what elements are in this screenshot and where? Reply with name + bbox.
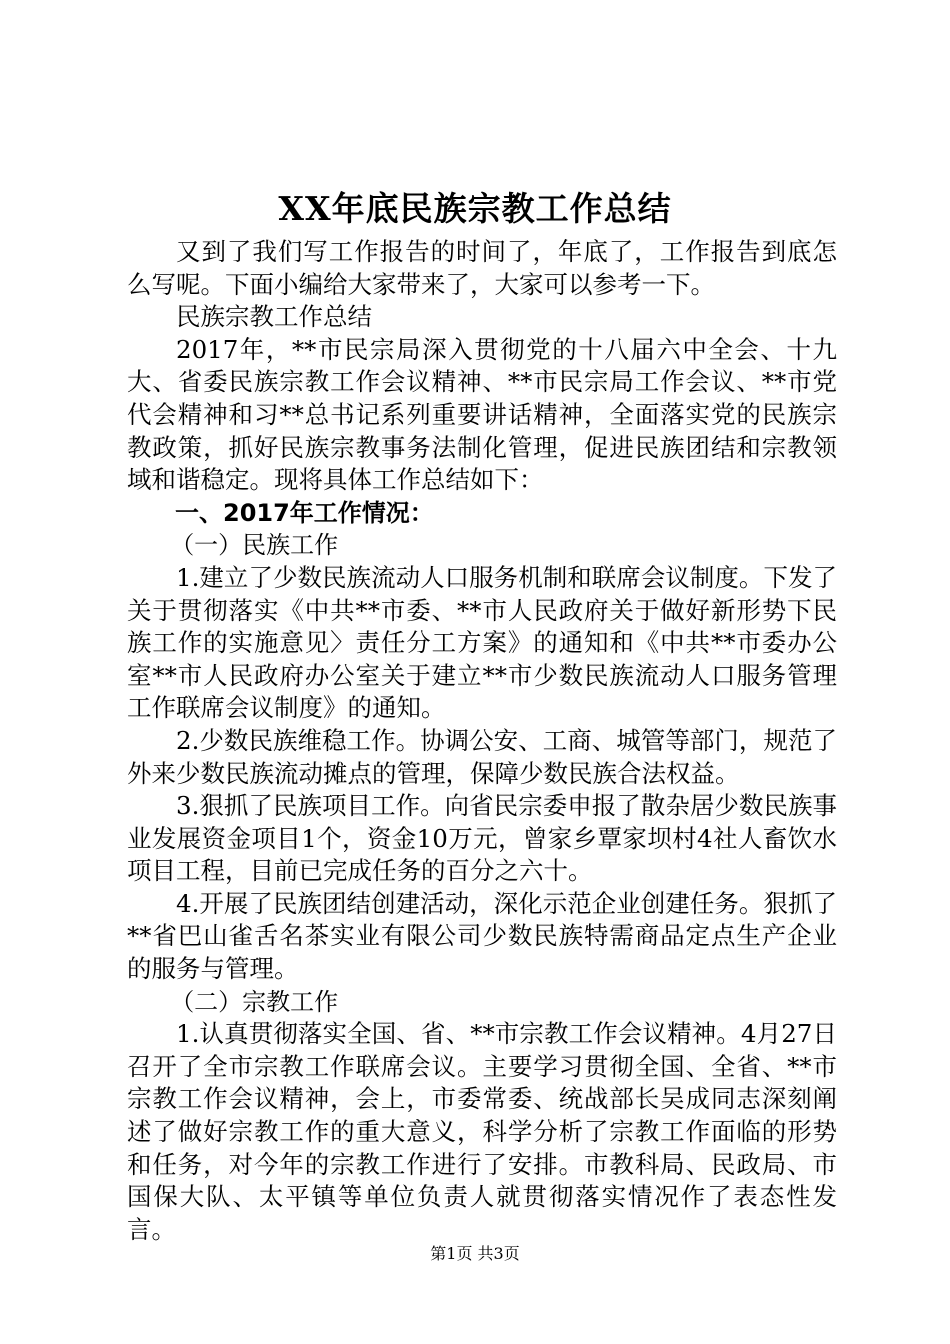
- document-title: XX年底民族宗教工作总结: [278, 189, 672, 228]
- list-item: 1.建立了少数民族流动人口服务机制和联席会议制度。下发了关于贯彻落实《中共**市委、**市人民政府关于做好新形势下民族工作的实施意见〉责任分工方案》的通知和《中共**市委办公室**市人民政府办公室关于建立**市少数民族流动人口服务管理工作联席会议制度》的通知。: [127, 562, 837, 723]
- subsection-heading-ethnic: （一）民族工作: [170, 531, 339, 560]
- list-item: 1.认真贯彻落实全国、省、**市宗教工作会议精神。4月27日召开了全市宗教工作联席会议。主要学习贯彻全国、全省、**市宗教工作会议精神，会上，市委常委、统战部长吴成同志深刻阐述了做好宗教工作的重大意义，科学分析了宗教工作面临的形势和任务，对今年的宗教工作进行了安排。市教科局、民政局、市国保大队、太平镇等单位负责人就贯彻落实情况作了表态性发言。: [127, 1019, 837, 1244]
- list-item: 2.少数民族维稳工作。协调公安、工商、城管等部门，规范了外来少数民族流动摊点的管理，保障少数民族合法权益。: [127, 725, 837, 788]
- document-body: [127, 236, 837, 1246]
- intro-paragraph: 又到了我们写工作报告的时间了，年底了，工作报告到底怎么写呢。下面小编给大家带来了，大家可以参考一下。: [127, 237, 837, 299]
- section-heading: 一、2017年工作情况：: [175, 498, 434, 527]
- list-item: 3.狠抓了民族项目工作。向省民宗委申报了散杂居少数民族事业发展资金项目1个，资金10万元，曾家乡覃家坝村4社人畜饮水项目工程，目前已完成任务的百分之六十。: [127, 791, 837, 886]
- page-footer: 第1页 共3页: [430, 1244, 520, 1263]
- subtitle-line: 民族宗教工作总结: [176, 302, 372, 332]
- subsection-heading-religion: （二）宗教工作: [170, 987, 339, 1016]
- list-item: 4.开展了民族团结创建活动，深化示范企业创建任务。狠抓了**省巴山雀舌名茶实业有限公司少数民族特需商品定点生产企业的服务与管理。: [127, 888, 837, 984]
- overview-paragraph: 2017年，**市民宗局深入贯彻党的十八届六中全会、十九大、省委民族宗教工作会议精神、**市民宗局工作会议、**市党代会精神和习**总书记系列重要讲话精神，全面落实党的民族宗教政策，抓好民族宗教事务法制化管理，促进民族团结和宗教领域和谐稳定。现将具体工作总结如下：: [127, 334, 837, 495]
